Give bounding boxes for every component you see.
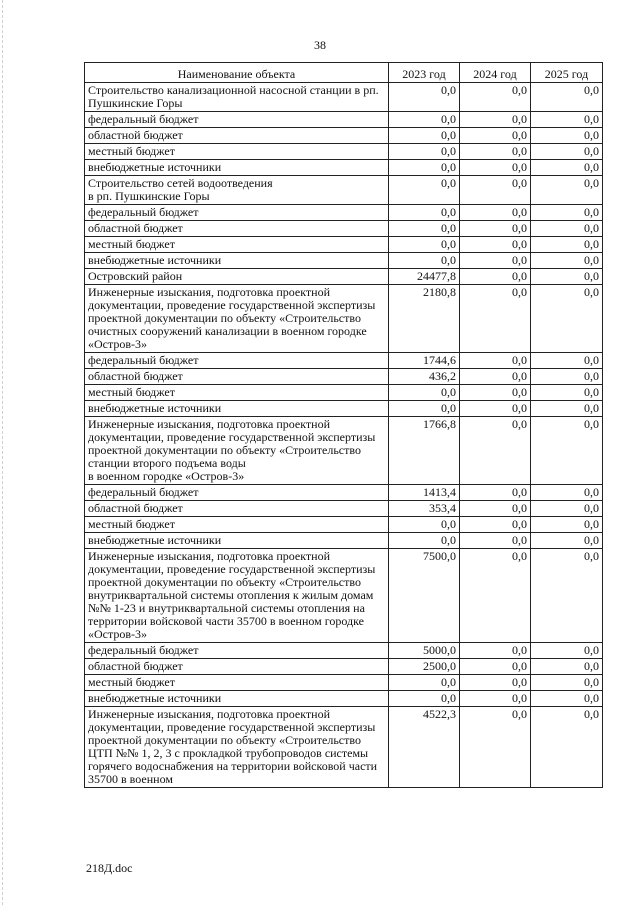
scan-edge-line bbox=[2, 0, 4, 905]
cell-value-2025: 0,0 bbox=[531, 237, 603, 253]
table-row bbox=[85, 285, 603, 353]
table-row bbox=[85, 675, 603, 691]
cell-object-name: Инженерные изыскания, подготовка проектной документации, проведение государственной экспертизы проектной документации по объекту «Строительство внутриквартальной системы отопления к жилым домам №№ 1-23 и внутриквартальной системы отопления на территории войсковой части 35700 в военном городке «Остров-3» bbox=[85, 549, 389, 643]
cell-value-2023: 353,4 bbox=[389, 501, 460, 517]
cell-object-name: Строительство сетей водоотведения в рп. Пушкинские Горы bbox=[85, 176, 389, 205]
cell-value-2025: 0,0 bbox=[531, 385, 603, 401]
cell-value-2025: 0,0 bbox=[531, 643, 603, 659]
cell-value-2024: 0,0 bbox=[460, 128, 531, 144]
cell-object-name: федеральный бюджет bbox=[85, 485, 389, 501]
table-row bbox=[85, 160, 603, 176]
cell-value-2024: 0,0 bbox=[460, 237, 531, 253]
cell-value-2025: 0,0 bbox=[531, 253, 603, 269]
table-row bbox=[85, 369, 603, 385]
cell-value-2024: 0,0 bbox=[460, 401, 531, 417]
cell-value-2023: 2180,8 bbox=[389, 285, 460, 353]
cell-value-2025: 0,0 bbox=[531, 549, 603, 643]
budget-table bbox=[84, 62, 603, 788]
header-year-2025: 2025 год bbox=[531, 63, 603, 83]
cell-value-2025: 0,0 bbox=[531, 128, 603, 144]
cell-value-2024: 0,0 bbox=[460, 83, 531, 112]
cell-value-2023: 0,0 bbox=[389, 128, 460, 144]
file-name-footer: 218Д.doc bbox=[86, 861, 133, 875]
table-row bbox=[85, 128, 603, 144]
cell-value-2023: 436,2 bbox=[389, 369, 460, 385]
cell-value-2024: 0,0 bbox=[460, 144, 531, 160]
cell-value-2023: 24477,8 bbox=[389, 269, 460, 285]
cell-value-2025: 0,0 bbox=[531, 176, 603, 205]
table-row bbox=[85, 549, 603, 643]
table-row bbox=[85, 253, 603, 269]
cell-value-2024: 0,0 bbox=[460, 112, 531, 128]
table-row bbox=[85, 112, 603, 128]
table-row bbox=[85, 517, 603, 533]
cell-object-name: местный бюджет bbox=[85, 385, 389, 401]
cell-value-2024: 0,0 bbox=[460, 205, 531, 221]
cell-value-2025: 0,0 bbox=[531, 353, 603, 369]
table-row bbox=[85, 401, 603, 417]
cell-value-2023: 0,0 bbox=[389, 401, 460, 417]
cell-object-name: областной бюджет bbox=[85, 659, 389, 675]
cell-value-2025: 0,0 bbox=[531, 269, 603, 285]
table-row bbox=[85, 501, 603, 517]
cell-value-2023: 0,0 bbox=[389, 144, 460, 160]
cell-value-2023: 4522,3 bbox=[389, 707, 460, 788]
table-row bbox=[85, 205, 603, 221]
cell-value-2023: 0,0 bbox=[389, 533, 460, 549]
cell-value-2023: 0,0 bbox=[389, 675, 460, 691]
cell-value-2023: 0,0 bbox=[389, 176, 460, 205]
cell-value-2024: 0,0 bbox=[460, 707, 531, 788]
cell-value-2023: 1744,6 bbox=[389, 353, 460, 369]
cell-object-name: Строительство канализационной насосной станции в рп. Пушкинские Горы bbox=[85, 83, 389, 112]
cell-value-2023: 0,0 bbox=[389, 221, 460, 237]
table-row bbox=[85, 237, 603, 253]
cell-object-name: областной бюджет bbox=[85, 501, 389, 517]
table-row bbox=[85, 707, 603, 788]
cell-object-name: внебюджетные источники bbox=[85, 691, 389, 707]
cell-value-2023: 0,0 bbox=[389, 253, 460, 269]
page-number: 38 bbox=[314, 38, 326, 52]
cell-value-2024: 0,0 bbox=[460, 253, 531, 269]
table-row bbox=[85, 691, 603, 707]
cell-object-name: федеральный бюджет bbox=[85, 205, 389, 221]
cell-value-2023: 2500,0 bbox=[389, 659, 460, 675]
table-row bbox=[85, 485, 603, 501]
cell-value-2025: 0,0 bbox=[531, 675, 603, 691]
table-row bbox=[85, 417, 603, 485]
cell-value-2023: 0,0 bbox=[389, 112, 460, 128]
cell-value-2025: 0,0 bbox=[531, 83, 603, 112]
cell-value-2024: 0,0 bbox=[460, 643, 531, 659]
cell-value-2023: 7500,0 bbox=[389, 549, 460, 643]
cell-value-2025: 0,0 bbox=[531, 485, 603, 501]
cell-object-name: внебюджетные источники bbox=[85, 253, 389, 269]
cell-value-2025: 0,0 bbox=[531, 144, 603, 160]
cell-value-2024: 0,0 bbox=[460, 485, 531, 501]
cell-value-2025: 0,0 bbox=[531, 659, 603, 675]
cell-value-2024: 0,0 bbox=[460, 675, 531, 691]
table-row bbox=[85, 83, 603, 112]
header-object-name: Наименование объекта bbox=[85, 63, 389, 83]
table-row bbox=[85, 385, 603, 401]
cell-value-2023: 0,0 bbox=[389, 237, 460, 253]
cell-value-2024: 0,0 bbox=[460, 160, 531, 176]
cell-value-2024: 0,0 bbox=[460, 517, 531, 533]
cell-object-name: местный бюджет bbox=[85, 517, 389, 533]
cell-value-2024: 0,0 bbox=[460, 659, 531, 675]
cell-value-2023: 0,0 bbox=[389, 160, 460, 176]
cell-value-2025: 0,0 bbox=[531, 691, 603, 707]
table-row bbox=[85, 659, 603, 675]
cell-value-2025: 0,0 bbox=[531, 417, 603, 485]
header-year-2024: 2024 год bbox=[460, 63, 531, 83]
cell-value-2023: 1413,4 bbox=[389, 485, 460, 501]
cell-value-2024: 0,0 bbox=[460, 285, 531, 353]
cell-value-2023: 0,0 bbox=[389, 83, 460, 112]
table-row bbox=[85, 643, 603, 659]
cell-value-2023: 0,0 bbox=[389, 205, 460, 221]
cell-object-name: местный бюджет bbox=[85, 144, 389, 160]
cell-value-2023: 0,0 bbox=[389, 517, 460, 533]
cell-value-2024: 0,0 bbox=[460, 691, 531, 707]
cell-value-2025: 0,0 bbox=[531, 369, 603, 385]
cell-value-2024: 0,0 bbox=[460, 549, 531, 643]
table-header-row bbox=[85, 63, 603, 83]
table-row bbox=[85, 533, 603, 549]
table-row bbox=[85, 144, 603, 160]
cell-value-2024: 0,0 bbox=[460, 385, 531, 401]
cell-object-name: областной бюджет bbox=[85, 128, 389, 144]
cell-value-2025: 0,0 bbox=[531, 517, 603, 533]
cell-value-2025: 0,0 bbox=[531, 285, 603, 353]
cell-object-name: областной бюджет bbox=[85, 221, 389, 237]
cell-object-name: областной бюджет bbox=[85, 369, 389, 385]
cell-object-name: федеральный бюджет bbox=[85, 112, 389, 128]
cell-object-name: внебюджетные источники bbox=[85, 533, 389, 549]
table-row bbox=[85, 221, 603, 237]
cell-value-2025: 0,0 bbox=[531, 401, 603, 417]
cell-object-name: Инженерные изыскания, подготовка проектной документации, проведение государственной экспертизы проектной документации по объекту «Строительство очистных сооружений канализации в военном городке «Остров-3» bbox=[85, 285, 389, 353]
cell-value-2025: 0,0 bbox=[531, 221, 603, 237]
cell-value-2025: 0,0 bbox=[531, 533, 603, 549]
cell-value-2023: 0,0 bbox=[389, 691, 460, 707]
cell-value-2024: 0,0 bbox=[460, 176, 531, 205]
cell-value-2025: 0,0 bbox=[531, 501, 603, 517]
cell-object-name: Инженерные изыскания, подготовка проектной документации, проведение государственной экспертизы проектной документации по объекту «Строительство ЦТП №№ 1, 2, 3 с прокладкой трубопроводов системы горячего водоснабжения на территории войсковой части 35700 в военном bbox=[85, 707, 389, 788]
cell-value-2024: 0,0 bbox=[460, 501, 531, 517]
cell-value-2023: 0,0 bbox=[389, 385, 460, 401]
cell-object-name: Инженерные изыскания, подготовка проектной документации, проведение государственной экспертизы проектной документации по объекту «Строительство станции второго подъема воды в военном городке «Остров-3» bbox=[85, 417, 389, 485]
cell-value-2024: 0,0 bbox=[460, 353, 531, 369]
cell-value-2025: 0,0 bbox=[531, 112, 603, 128]
header-year-2023: 2023 год bbox=[389, 63, 460, 83]
cell-object-name: внебюджетные источники bbox=[85, 160, 389, 176]
table-row bbox=[85, 269, 603, 285]
table-row bbox=[85, 176, 603, 205]
cell-value-2025: 0,0 bbox=[531, 707, 603, 788]
cell-value-2024: 0,0 bbox=[460, 269, 531, 285]
cell-value-2024: 0,0 bbox=[460, 221, 531, 237]
cell-object-name: местный бюджет bbox=[85, 675, 389, 691]
cell-object-name: местный бюджет bbox=[85, 237, 389, 253]
cell-object-name: внебюджетные источники bbox=[85, 401, 389, 417]
cell-value-2023: 5000,0 bbox=[389, 643, 460, 659]
cell-value-2024: 0,0 bbox=[460, 533, 531, 549]
table-row bbox=[85, 353, 603, 369]
cell-value-2024: 0,0 bbox=[460, 369, 531, 385]
cell-value-2025: 0,0 bbox=[531, 160, 603, 176]
cell-value-2024: 0,0 bbox=[460, 417, 531, 485]
cell-object-name: федеральный бюджет bbox=[85, 353, 389, 369]
cell-value-2025: 0,0 bbox=[531, 205, 603, 221]
cell-object-name: Островский район bbox=[85, 269, 389, 285]
cell-object-name: федеральный бюджет bbox=[85, 643, 389, 659]
cell-value-2023: 1766,8 bbox=[389, 417, 460, 485]
